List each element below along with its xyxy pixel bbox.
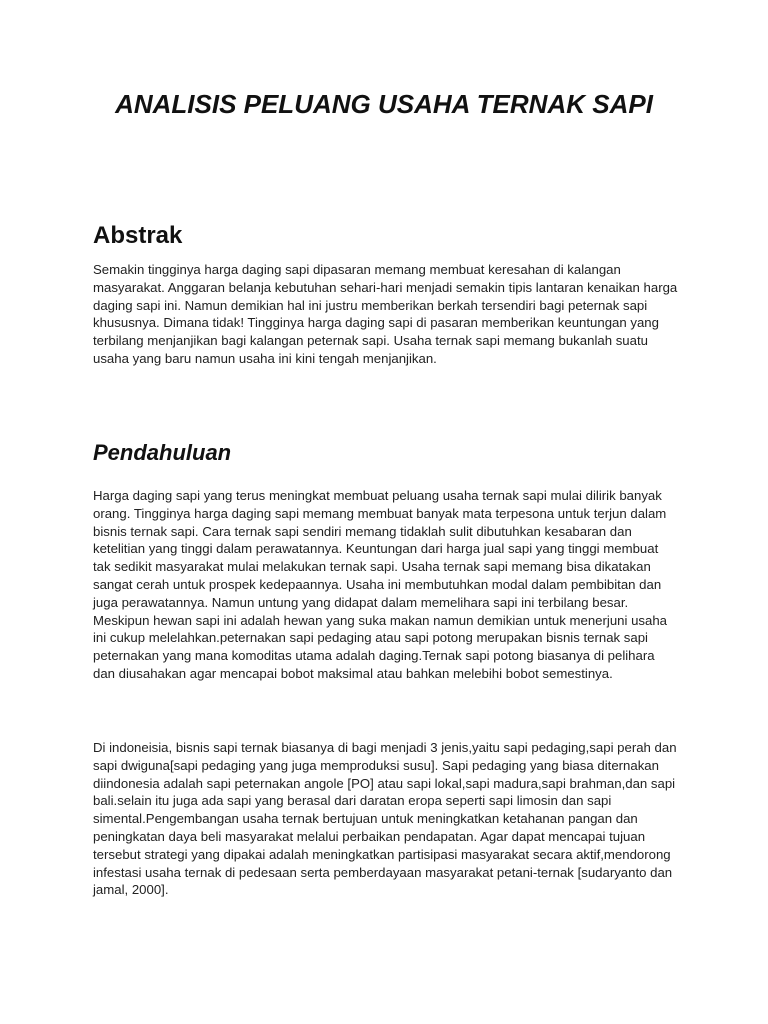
section-heading-abstrak: Abstrak <box>93 222 183 249</box>
pendahuluan-paragraph-2: Di indoneisia, bisnis sapi ternak biasanya di bagi menjadi 3 jenis,yaitu sapi pedaging,sapi perah dan sapi dwiguna[sapi pedaging yang juga memproduksi susu]. Sapi pedaging yang biasa diternakan diindonesia adalah sapi peternakan angole [PO] atau sapi lokal,sapi madura,sapi brahman,dan sapi bali.selain itu juga ada sapi yang berasal dari daratan eropa seperti sapi limosin dan sapi simental.Pengembangan usaha ternak bertujuan untuk meningkatkan ketahanan pangan dan peningkatan daya beli masyarakat melalui perbaikan pendapatan. Agar dapat mencapai tujuan tersebut strategi yang dipakai adalah meningkatkan partisipasi masyarakat secara aktif,mendorong infestasi usaha ternak di pedesaan serta pemberdayaan masyarakat petani-ternak [sudaryanto dan jamal, 2000]. <box>93 740 677 898</box>
abstrak-paragraph: Semakin tingginya harga daging sapi dipasaran memang membuat keresahan di kalangan masyarakat. Anggaran belanja kebutuhan sehari-hari menjadi semakin tipis lantaran kenaikan harga daging sapi ini. Namun demikian hal ini justru memberikan berkah tersendiri bagi peternak sapi khususnya. Dimana tidak! Tingginya harga daging sapi di pasaran memberikan keuntungan yang terbilang menjanjikan bagi kalangan peternak sapi. Usaha ternak sapi memang bukanlah suatu usaha yang baru namun usaha ini kini tengah menjanjikan. <box>93 262 678 366</box>
document-title: ANALISIS PELUANG USAHA TERNAK SAPI <box>115 89 653 119</box>
pendahuluan-paragraph-1: Harga daging sapi yang terus meningkat membuat peluang usaha ternak sapi mulai dilirik banyak orang. Tingginya harga daging sapi memang membuat banyak mata terpesona untuk terjun dalam bisnis ternak sapi. Cara ternak sapi sendiri memang tidaklah sulit dibutuhkan kesabaran dan ketelitian yang tinggi dalam perawatannya. Keuntungan dari harga jual sapi yang tinggi membuat tak sedikit masyarakat mulai melakukan ternak sapi. Usaha ternak sapi memang bisa dikatakan sangat cerah untuk prospek kedepaannya. Usaha ini membutuhkan modal dalam pembibitan dan juga perawatannya. Namun untung yang didapat dalam memelihara sapi ini terbilang besar. Meskipun hewan sapi ini adalah hewan yang suka makan namun demikian untuk menerjuni usaha ini cukup melelahkan.peternakan sapi pedaging atau sapi potong merupakan bisnis ternak sapi peternakan yang mana komoditas utama adalah daging.Ternak sapi potong biasanya di pelihara dan diusahakan agar mencapai bobot maksimal atau bahkan melebihi bobot semestinya. <box>93 488 668 681</box>
section-heading-pendahuluan: Pendahuluan <box>93 440 232 465</box>
